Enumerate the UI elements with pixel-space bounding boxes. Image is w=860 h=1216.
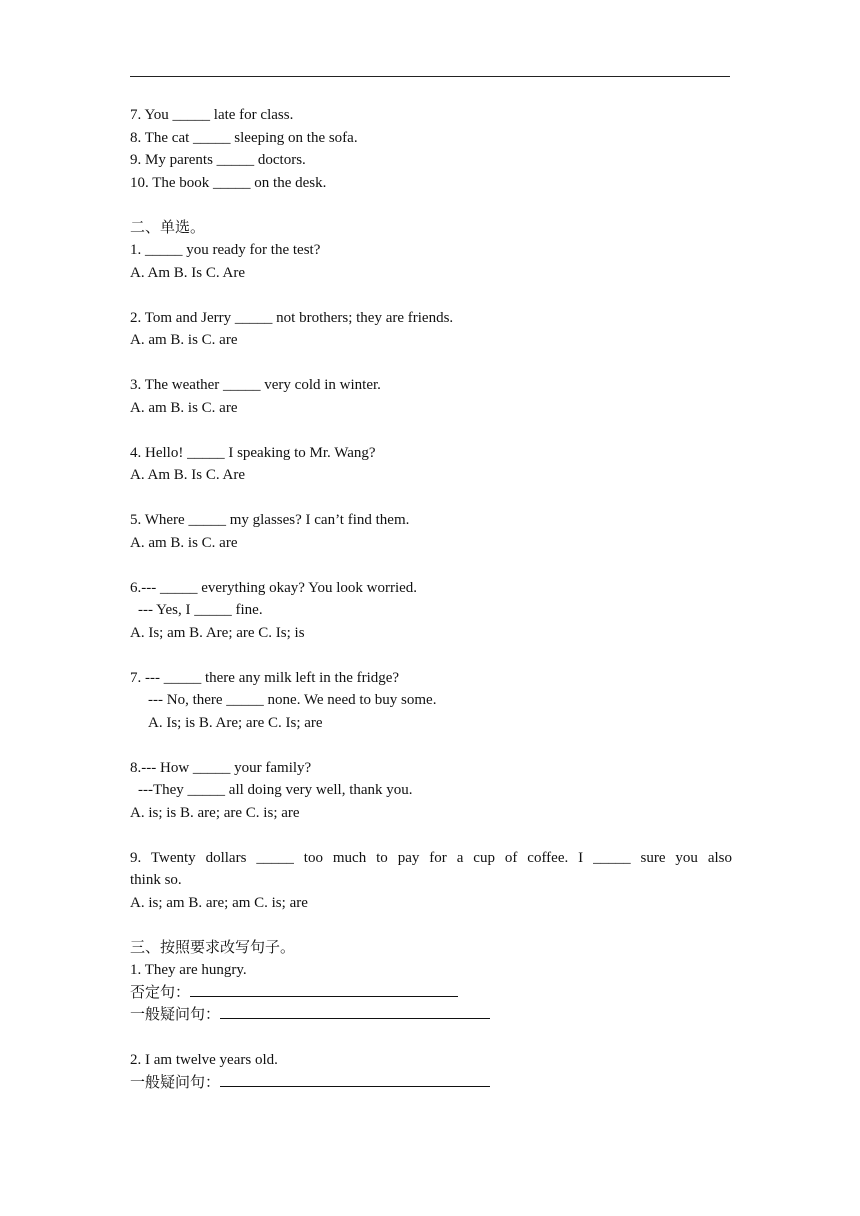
worksheet-body <box>130 104 732 1094</box>
spacer <box>130 1027 732 1050</box>
mc-options-7: A. Is; is B. Are; are C. Is; are <box>148 714 323 731</box>
fill-in-item-10: 10. The book _____ on the desk. <box>130 174 327 191</box>
mc-options-4: A. Am B. Is C. Are <box>130 467 246 483</box>
rewrite-sentence-1: 1. They are hungry. <box>130 962 247 978</box>
question-answer-blank[interactable] <box>220 1072 490 1087</box>
mc-options-1: A. Am B. Is C. Are <box>130 264 246 281</box>
mc-reply-8: ---They _____ all doing very well, thank you. <box>138 782 413 798</box>
spacer <box>130 914 732 937</box>
header-rule <box>130 76 730 77</box>
question-label: 一般疑问句： <box>130 1074 221 1091</box>
spacer <box>130 419 732 442</box>
fill-in-item-9: 9. My parents _____ doctors. <box>130 152 306 168</box>
mc-reply-7: --- No, there _____ none. We need to buy some. <box>148 692 437 708</box>
rewrite-sentence-2: 2. I am twelve years old. <box>130 1052 278 1068</box>
section-3-heading: 三、按照要求改写句子。 <box>130 939 296 956</box>
negative-answer-blank[interactable] <box>190 982 458 997</box>
section-2-heading: 二、单选。 <box>130 219 206 236</box>
spacer <box>130 487 732 510</box>
mc-question-7: 7. --- _____ there any milk left in the fridge? <box>130 669 400 686</box>
mc-options-6: A. Is; am B. Are; are C. Is; is <box>130 624 305 641</box>
mc-question-9-line2: think so. <box>130 872 182 888</box>
spacer <box>130 644 732 667</box>
question-answer-blank[interactable] <box>220 1004 490 1019</box>
mc-question-6: 6.--- _____ everything okay? You look worried. <box>130 579 418 596</box>
rewrite-question-row-2 <box>130 1072 732 1095</box>
mc-options-2: A. am B. is C. are <box>130 332 238 348</box>
spacer <box>130 284 732 307</box>
mc-question-9-line1: 9. Twenty dollars _____ too much to pay for a cup of coffee. I _____ sure you also <box>130 849 732 866</box>
negative-label: 否定句： <box>130 984 191 1001</box>
mc-question-8: 8.--- How _____ your family? <box>130 759 312 776</box>
spacer <box>130 824 732 847</box>
mc-question-2: 2. Tom and Jerry _____ not brothers; they are friends. <box>130 309 454 326</box>
rewrite-question-row-1 <box>130 1004 732 1027</box>
mc-reply-6: --- Yes, I _____ fine. <box>138 602 263 618</box>
mc-options-8: A. is; is B. are; are C. is; are <box>130 804 300 821</box>
mc-question-1: 1. _____ you ready for the test? <box>130 242 321 258</box>
spacer <box>130 554 732 577</box>
question-label: 一般疑问句： <box>130 1007 221 1023</box>
mc-options-3: A. am B. is C. are <box>130 399 238 416</box>
spacer <box>130 734 732 757</box>
mc-question-3: 3. The weather _____ very cold in winter. <box>130 377 381 393</box>
spacer <box>130 194 732 217</box>
fill-in-item-8: 8. The cat _____ sleeping on the sofa. <box>130 129 358 146</box>
fill-in-item-7: 7. You _____ late for class. <box>130 107 294 123</box>
mc-options-9: A. is; am B. are; am C. is; are <box>130 894 308 911</box>
mc-options-5: A. am B. is C. are <box>130 534 238 551</box>
spacer <box>130 352 732 375</box>
mc-question-4: 4. Hello! _____ I speaking to Mr. Wang? <box>130 444 376 461</box>
mc-question-5: 5. Where _____ my glasses? I can’t find them. <box>130 512 410 528</box>
rewrite-negative-row <box>130 982 732 1005</box>
